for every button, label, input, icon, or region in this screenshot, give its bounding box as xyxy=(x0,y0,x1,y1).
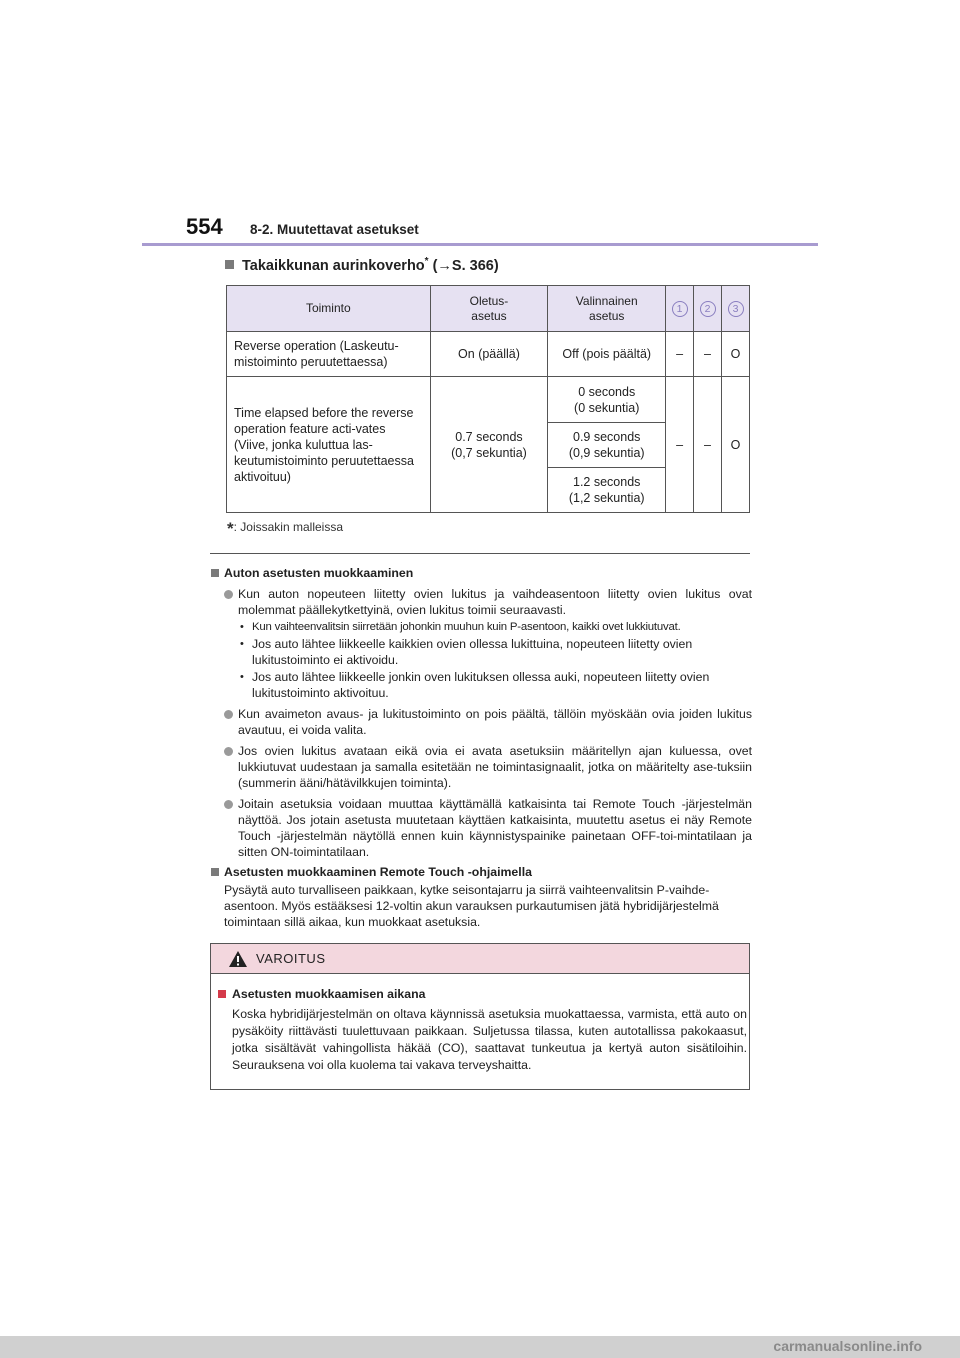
row2-option-2 xyxy=(548,423,666,468)
row1-c1: – xyxy=(666,332,694,377)
note-text: Jos ovien lukitus avataan eikä ovia ei avata asetuksiin määritellyn ajan kuluessa, ovet lukkiutuvat uudestaan ja samalla esitetään ne toimintasignaalit, jotka on määritelty ase-tuksiin (summerin ääni/hätävilkkujen toiminta). xyxy=(238,744,752,790)
warning-heading: Asetusten muokkaamisen aikana xyxy=(217,986,747,1003)
note-paragraph: Pysäytä auto turvalliseen paikkaan, kytke seisontajarru ja siirrä vaihteenvalitsin P-vaihde-asentoon. Myös estääksesi 12-voltin akun varauksen purkautumisen jätä hybridijärjestelmä toimintaan sillä aikaa, kun muokkaat asetuksia. xyxy=(224,883,719,929)
header-default-text: Oletus- asetus xyxy=(469,293,509,323)
heading-title: Takaikkunan aurinkoverho xyxy=(242,257,425,274)
header-col1 xyxy=(666,286,694,332)
row2-default-text: 0.7 seconds (0,7 sekuntia) xyxy=(451,429,527,460)
notes-section xyxy=(210,563,752,930)
row2-option-1-text: 0 seconds (0 sekuntia) xyxy=(574,384,640,415)
row1-c2: – xyxy=(694,332,722,377)
row2-option-1 xyxy=(548,377,666,423)
page-number: 554 xyxy=(186,214,223,239)
table-row xyxy=(227,377,750,423)
list-item xyxy=(210,796,752,860)
section-title: 8-2. Muutettavat asetukset xyxy=(250,222,419,237)
circled-number-3-icon: 3 xyxy=(728,301,744,317)
bullet-icon xyxy=(224,800,233,809)
warning-body xyxy=(217,986,747,1074)
sub-list-item: • Jos auto lähtee liikkeelle kaikkien ovien ollessa lukittuina, nopeuteen liitetty ovien lukitustoiminto ei aktivoidu. xyxy=(210,636,752,668)
footnote-text: : Joissakin malleissa xyxy=(233,520,343,534)
warning-title: VAROITUS xyxy=(256,951,326,966)
warning-triangle-icon xyxy=(228,950,248,973)
table-header-row xyxy=(227,286,750,332)
notes-heading-remote-touch: Asetusten muokkaaminen Remote Touch -ohjaimella xyxy=(210,864,752,880)
warning-header xyxy=(211,944,749,974)
settings-table xyxy=(226,285,750,513)
circled-number-2-icon: 2 xyxy=(700,301,716,317)
sub-list-item: • Kun vaihteenvalitsin siirretään johonkin muuhun kuin P-asentoon, kaikki ovet lukkiutuvat. xyxy=(210,619,752,635)
note-text: Kun avaimeton avaus- ja lukitustoiminto on pois päältä, tällöin myöskään ovia joiden lukitus avautuu, ei voida valita. xyxy=(238,707,752,737)
heading-page-ref[interactable]: (→S. 366) xyxy=(428,257,499,274)
watermark-text[interactable]: carmanualsonline.info xyxy=(773,1338,922,1354)
table-row xyxy=(227,332,750,377)
sub-list-item: • Jos auto lähtee liikkeelle jonkin oven lukituksen ollessa auki, nopeuteen liitetty ovien lukitustoiminto aktivoituu. xyxy=(210,669,752,701)
bullet-icon xyxy=(224,590,233,599)
row1-optional: Off (pois päältä) xyxy=(548,332,666,377)
bullet-icon xyxy=(224,710,233,719)
row2-option-3-text: 1.2 seconds (1,2 sekuntia) xyxy=(568,475,645,505)
row1-default: On (päällä) xyxy=(430,332,548,377)
row2-c3: O xyxy=(722,377,750,513)
warning-text: Koska hybridijärjestelmän on oltava käynnissä asetuksia muokattaessa, varmista, että auto on pysäköity riittävästi tuulettuvaan paikkaan. Suljetussa tilassa, kuten autotallissa pakokaasut, jotka sisältävät vahingollista häkää (CO), saattavat tunkeutua ja kertyä auton sisätiloihin. Seurauksena voi olla kuolema tai vakava terveyshaitta. xyxy=(232,1007,747,1072)
note-text: Joitain asetuksia voidaan muuttaa käyttämällä katkaisinta tai Remote Touch -järjestelmän näyttöä. Jos jotain asetusta muutetaan käyttäen katkaisinta, muutettu asetus ei näy Remote Touch -järjestelmän näytöllä ennen kuin käynnistyspainike painetaan OFF-toi-mintatilaan ja sitten ON-toimintatilaan. xyxy=(238,797,752,859)
note-text: Kun auton nopeuteen liitetty ovien lukitus ja vaihdeasentoon liitetty ovien lukitus ovat molemmat päällekytkettyinä, ovien lukitus toimii seuraavasti. xyxy=(238,587,752,617)
section-divider xyxy=(210,553,750,554)
notes-heading-settings: Auton asetusten muokkaaminen xyxy=(210,565,752,581)
row1-function: Reverse operation (Laskeutu-mistoiminto peruutettaessa) xyxy=(227,332,431,377)
header-function: Toiminto xyxy=(227,286,431,332)
row2-function: Time elapsed before the reverse operation feature acti-vates (Viive, jonka kuluttua las-keutumistoiminto peruutettaessa aktivoituu) xyxy=(227,377,431,513)
footnote xyxy=(227,519,343,539)
bullet-icon xyxy=(224,747,233,756)
watermark-bar xyxy=(0,1336,960,1358)
list-item xyxy=(210,743,752,791)
header-optional xyxy=(548,286,666,332)
header-rule xyxy=(142,243,818,246)
row2-c1: – xyxy=(666,377,694,513)
row2-c2: – xyxy=(694,377,722,513)
footnote-asterisk: * xyxy=(227,519,234,538)
header-default xyxy=(430,286,548,332)
row1-c3: O xyxy=(722,332,750,377)
sunshade-heading xyxy=(225,256,499,274)
circled-number-1-icon: 1 xyxy=(672,301,688,317)
row2-default xyxy=(430,377,548,513)
row2-option-3 xyxy=(548,468,666,513)
list-item xyxy=(210,586,752,618)
header-col2 xyxy=(694,286,722,332)
heading-asterisk: * xyxy=(424,256,429,267)
header-optional-text: Valinnainen asetus xyxy=(575,293,638,323)
square-bullet-icon xyxy=(225,260,234,269)
warning-box xyxy=(210,943,750,1090)
row2-option-2-text: 0.9 seconds (0,9 sekuntia) xyxy=(568,430,645,460)
list-item xyxy=(210,706,752,738)
header-col3 xyxy=(722,286,750,332)
